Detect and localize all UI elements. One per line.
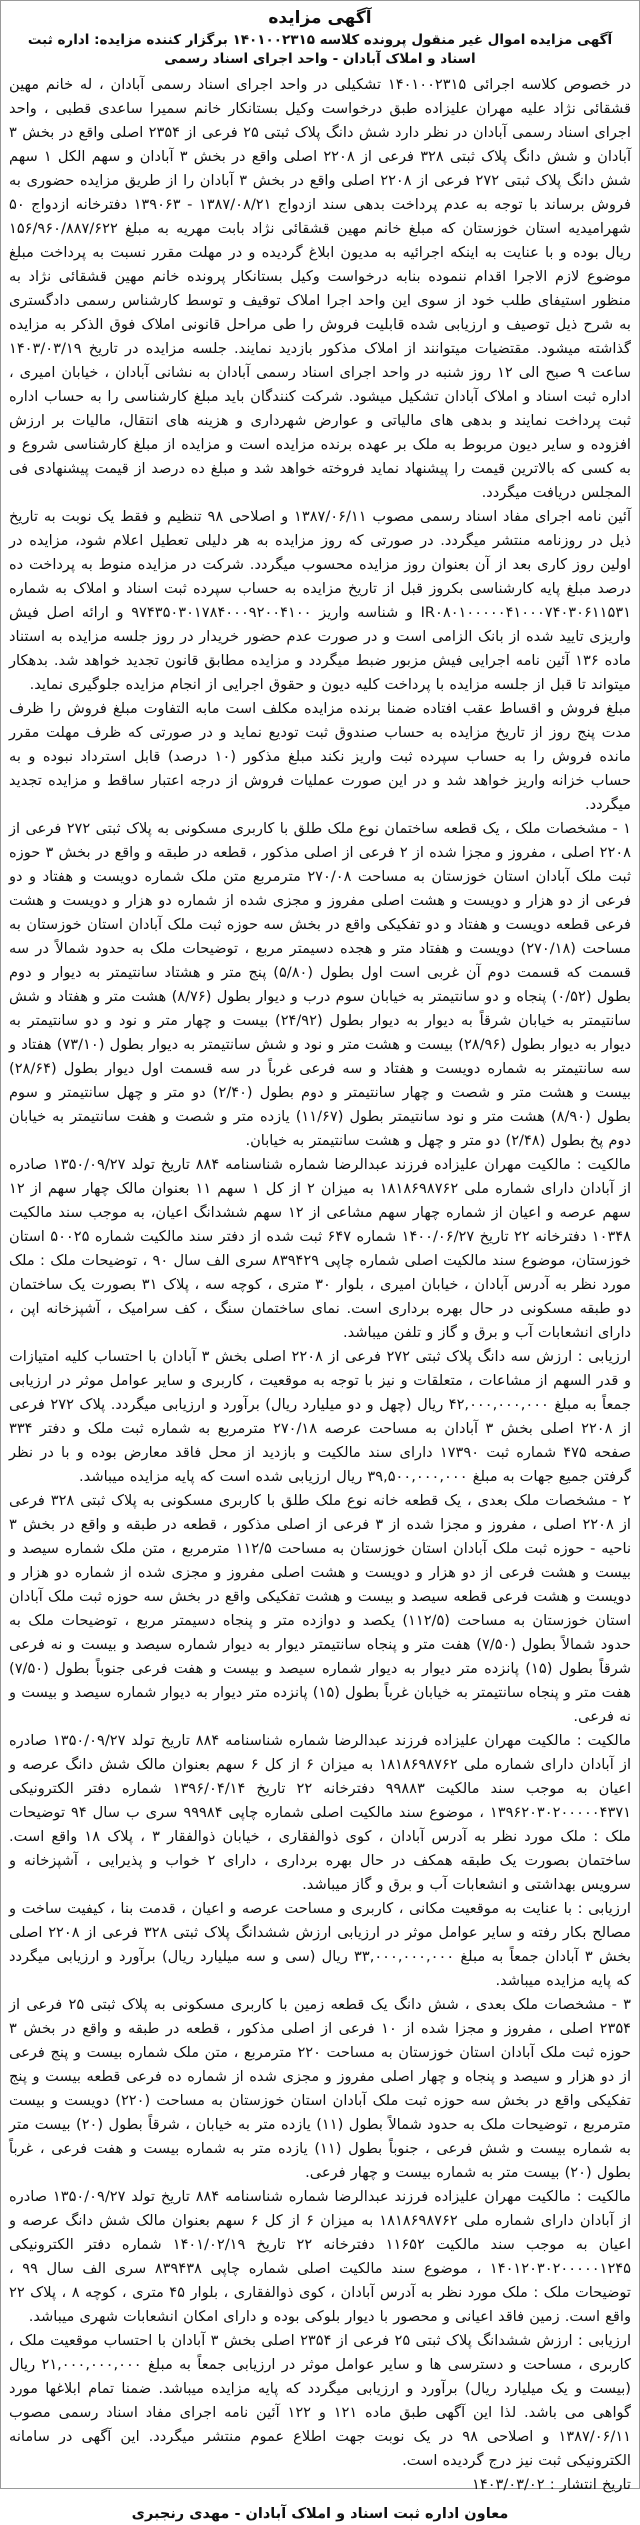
paragraph-property-1-description: ۱ - مشخصات ملک ، یک قطعه ساختمان نوع ملک طلق با کاربری مسکونی به پلاک ثبتی ۲۷۲ فرعی از ۲۲۰۸ اصلی ، مفروز و مجزا شده از ۲ فرعی از اصلی مذکور ، قطعه در طبقه و واقع در بخش ۳ حوزه ثبت ملک آبادان استان خوزستان به مساحت ۲۷۰/۰۸ مترمربع متن ملک شماره دویست و هفتاد و دو فرعی از دو هزار و دویست و هشت اصلی مفروز و مجزی شده از شماره دو هزار و دویست و هشت فرعی قطعه دویست و هفتاد و دو تفکیکی واقع در بخش سه حوزه ثبت ملک آبادان استان خوزستان به مساحت (۲۷۰/۱۸) دویست و هفتاد متر و هجده دسیمتر مربع ، توضیحات ملک به حدود شمالاً در سه قسمت که قسمت دوم آن غربی است اول بطول (۵/۸۰) پنج متر و هشتاد سانتیمتر به دیوار و دوم بطول (۰/۵۲) پنجاه و دو سانتیمتر به خیابان سوم درب و دیوار بطول (۸/۷۶) هشت متر و هفتاد و شش سانتیمتر به خیابان شرقاً به دیوار به دیوار بطول (۲۴/۹۲) بیست و چهار متر و نود و دو سانتیمتر به دیوار به دیوار بطول (۲۸/۹۶) بیست و هشت متر و نود و شش سانتیمتر به دیوار بطول (۷۳/۱۰) هفتاد و سه سانتیمتر به شماره دویست و هفتاد و سه فرعی غرباً در سه قسمت اول دیوار بطول (۲۸/۶۴) بیست و هشت متر و شصت و چهار سانتیمتر و دوم بطول (۲/۴۰) دو متر و چهل سانتیمتر و سوم بطول (۸/۹۰) هشت متر و نود سانتیمتر بطول (۱۱/۶۷) یازده متر و شصت و هفت سانتیمتر به خیابان دوم پخ بطول (۲/۴۸) دو متر و چهل و هشت سانتیمتر به خیابان. — [9, 820, 632, 1149]
paragraph-case-intro: در خصوص کلاسه اجرائی ۱۴۰۱۰۰۲۳۱۵ تشکیلی در واحد اجرای اسناد رسمی آبادان ، له خانم مهین قشقائی نژاد علیه مهران علیزاده طبق درخواست وکیل بستانکار خانم سمیرا ساعدی قطبی ، واحد اجرای اسناد رسمی آبادان در نظر دارد شش دانگ پلاک ثبتی ۲۵ فرعی از ۲۳۵۴ اصلی واقع در بخش ۳ آبادان و شش دانگ پلاک ثبتی ۳۲۸ فرعی از ۲۲۰۸ اصلی واقع در بخش ۳ آبادان و سهم الکل ۱ سهم شش دانگ پلاک ثبتی ۲۷۲ فرعی از ۲۲۰۸ اصلی واقع در بخش ۳ آبادان را از طریق مزایده حضوری به فروش برساند با توجه به عدم پرداخت بدهی سند ازدواج ۱۳۸۷/۰۸/۲۱ - ۱۳۹۰۶۳ دفترخانه ازدواج ۵۰ شهرامیدیه استان خوزستان که مبلغ خانم مهین قشقائی نژاد بابت مهریه به مبلغ ۱۵۶/۹۶۰/۸۸۷/۶۲۲ ریال بوده و با عنایت به اینکه اجرائیه به مدیون ابلاغ گردیده و در مهلت مقرر نسبت به پرداخت مبلغ موضوع لازم الاجرا اقدام ننموده بنابه درخواست وکیل بستانکار پرونده خانم مهین قشقائی نژاد به منظور استیفای طلب خود از سوی این واحد اجرا املاک توقیف و توسط کارشناس رسمی دادگستری به شرح ذیل توصیف و ارزیابی شده قابلیت فروش را طی مراحل قانونی املاک فوق الذکر به مزایده گذاشته میشود. مقتضیات میتوانند از املاک مذکور بازدید نمایند. جلسه مزایده در تاریخ ۱۴۰۳/۰۳/۱۹ ساعت ۹ صبح الی ۱۲ روز شنبه در واحد اجرای اسناد رسمی آبادان به نشانی آبادان ، خیابان امیری ، اداره ثبت اسناد و املاک آبادان تشکیل میشود. شرکت کنندگان باید مبلغ کارشناسی را به حساب اداره ثبت پرداخت نمایند و بدهی های مالیاتی و عوارض شهرداری و هزینه های انتقال، مالیات بر ارزش افزوده و سایر دیون مربوط به ملک بر عهده برنده مزایده است و مزایده از مبلغ کارشناسی شروع و به کسی که بالاترین قیمت را پیشنهاد نماید فروخته خواهد شد و مبلغ ده درصد از قیمت پیشنهادی فی المجلس دریافت میگردد. — [9, 76, 632, 501]
notice-body — [9, 73, 631, 2497]
paragraph-publication-date: تاریخ انتشار : ۱۴۰۳/۰۳/۰۲ — [472, 2476, 631, 2493]
paragraph-property-2-ownership: مالکیت : مالکیت مهران علیزاده فرزند عبدالرضا شماره شناسنامه ۸۸۴ تاریخ تولد ۱۳۵۰/۰۹/۲۷ صادره از آبادان دارای شماره ملی ۱۸۱۸۶۹۸۷۶۲ به میزان ۶ از کل ۶ سهم بعنوان مالک شش دانگ عرصه و اعیان به موجب سند مالکیت ۹۹۸۸۳ دفترخانه ۲۲ تاریخ ۱۳۹۶/۰۴/۱۴ شماره دفتر الکترونیکی ۱۳۹۶۲۰۳۰۲۰۰۰۰۰۴۳۷۱ ، موضوع سند مالکیت اصلی شماره چاپی ۹۹۹۸۴ سری ب سال ۹۴ توضیحات ملک : ملک مورد نظر به آدرس آبادان ، کوی ذوالفقاری ، خیابان ذوالفقار ۳ ، پلاک ۱۸ واقع است. ساختمان بصورت یک طبقه همکف در حال بهره برداری ، دارای ۲ خواب و پذیرایی ، آشپزخانه و سرویس بهداشتی و انشعابات آب و برق و گاز میباشد. — [9, 1732, 631, 1893]
notice-header — [9, 7, 631, 69]
paragraph-property-2-valuation: ارزیابی : با عنایت به موقعیت مکانی ، کاربری و مساحت عرصه و اعیان ، قدمت بنا ، کیفیت ساخت و مصالح بکار رفته و سایر عوامل موثر در ارزیابی ارزش ششدانگ پلاک ثبتی ۳۲۸ فرعی از ۲۲۰۸ اصلی بخش ۳ آبادان جمعاً به مبلغ ۳۳,۰۰۰,۰۰۰,۰۰۰ ریال (سی و سه میلیارد ریال) برآورد و ارزیابی میگردد که پایه مزایده میباشد. — [9, 1900, 631, 1989]
signature-line: معاون اداره ثبت اسناد و املاک آبادان - مهدی رنجبری — [131, 2506, 509, 2522]
paragraph-payment-terms: مبلغ فروش و اقساط عقب افتاده ضمنا برنده مزایده مکلف است مابه التفاوت مبلغ فروش را ظرف مدت پنج روز از تاریخ مزایده به حساب صندوق ثبت تودیع نماید و در صورتی که ظرف مهلت مقرر مانده فروش را به حساب سپرده ثبت واریز نکند مبلغ مذکور (۱۰ درصد) قابل استرداد نبوده و به حساب خزانه واریز خواهد شد و در این صورت عملیات فروش از درجه اعتبار ساقط و مزایده تجدید میگردد. — [9, 700, 631, 813]
notice-title: آگهی مزایده — [268, 8, 372, 28]
paragraph-property-1-valuation: ارزیابی : ارزش سه دانگ پلاک ثبتی ۲۷۲ فرعی از ۲۲۰۸ اصلی بخش ۳ آبادان با احتساب کلیه امتیازات و قدر السهم از مشاعات ، متعلقات و نیز با توجه به موقعیت ، کاربری و سایر عوامل موثر در ارزیابی جمعاً به مبلغ ۴۲,۰۰۰,۰۰۰,۰۰۰ ریال (چهل و دو میلیارد ریال) برآورد و ارزیابی میگردد. پلاک ۲۷۲ فرعی از ۲۲۰۸ اصلی بخش ۳ آبادان به مساحت عرصه ۲۷۰/۱۸ مترمربع به شماره ثبت ملک و دفتر ۳۳۴ صفحه ۴۷۵ شماره ثبت ۱۷۳۹۰ دارای سند مالکیت و بازدید از محل فاقد معارض بوده و با در نظر گرفتن جمیع جهات به مبلغ ۳۹,۵۰۰,۰۰۰,۰۰۰ ریال ارزیابی شده است که پایه مزایده میباشد. — [9, 1348, 632, 1485]
paragraph-property-3-description: ۳ - مشخصات ملک بعدی ، شش دانگ یک قطعه زمین با کاربری مسکونی به پلاک ثبتی ۲۵ فرعی از ۲۳۵۴ اصلی ، مفروز و مجزا شده از ۱۰ فرعی از اصلی مذکور ، قطعه در طبقه و واقع در بخش ۳ حوزه ثبت ملک آبادان استان خوزستان به مساحت ۲۲۰ مترمربع ، متن ملک شماره بیست و پنج فرعی از دو هزار و سیصد و پنجاه و چهار اصلی مفروز و مجزی شده از شماره ده فرعی قطعه بیست و پنج تفکیکی واقع در بخش سه حوزه ثبت ملک آبادان استان خوزستان به مساحت (۲۲۰) دویست و بیست مترمربع ، توضیحات ملک به حدود شمالاً بطول (۱۱) یازده متر به خیابان ، شرقاً بطول (۲۰) بیست متر به شماره بیست و شش فرعی ، جنوباً بطول (۱۱) یازده متر به شماره بیست و هفت فرعی ، غرباً بطول (۲۰) بیست متر به شماره بیست و چهار فرعی. — [9, 1996, 632, 2181]
paragraph-property-3-ownership: مالکیت : مالکیت مهران علیزاده فرزند عبدالرضا شماره شناسنامه ۸۸۴ تاریخ تولد ۱۳۵۰/۰۹/۲۷ صادره از آبادان دارای شماره ملی ۱۸۱۸۶۹۸۷۶۲ به میزان ۶ از کل ۶ سهم بعنوان مالک شش دانگ عرصه و اعیان به موجب سند مالکیت ۱۱۶۵۲ دفترخانه ۲۲ تاریخ ۱۴۰۱/۰۲/۱۹ شماره دفتر الکترونیکی ۱۴۰۱۲۰۳۰۲۰۰۰۰۰۱۲۴۵ ، موضوع سند مالکیت اصلی شماره چاپی ۸۳۹۴۳۸ سری الف سال ۹۹ ، توضیحات ملک : ملک مورد نظر به آدرس آبادان ، کوی ذوالفقاری ، بلوار ۴۵ متری ، کوچه ۸ ، پلاک ۲۲ واقع است. زمین فاقد اعیانی و محصور با دیوار بلوکی بوده و دارای امکان انشعابات شهری میباشد. — [9, 2188, 631, 2325]
paragraph-property-3-valuation: ارزیابی : ارزش ششدانگ پلاک ثبتی ۲۵ فرعی از ۲۳۵۴ اصلی بخش ۳ آبادان با احتساب موقعیت ملک ، کاربری ، مساحت و دسترسی ها و سایر عوامل موثر در ارزیابی جمعاً به مبلغ ۲۱,۰۰۰,۰۰۰,۰۰۰ ریال (بیست و یک میلیارد ریال) برآورد و ارزیابی میگردد که پایه مزایده میباشد. ضمنا تمام ابلاغها مورد گواهی می باشد. لذا این آگهی طبق ماده ۱۲۱ و ۱۲۲ آئین نامه اجرای مفاد اسناد رسمی مصوب ۱۳۸۷/۰۶/۱۱ و اصلاحی ۹۸ در یک نوبت جهت اطلاع عموم منتشر میگردد. این آگهی در سامانه الکترونیکی ثبت نیز درج گردیده است. — [9, 2332, 632, 2469]
notice-subtitle: آگهی مزایده اموال غیر منقول پرونده کلاسه ۱۴۰۱۰۰۲۳۱۵ برگزار کننده مزایده: اداره ثبت اسناد و املاک آبادان - واحد اجرای اسناد رسمی — [27, 32, 613, 67]
paragraph-property-2-description: ۲ - مشخصات ملک بعدی ، یک قطعه خانه نوع ملک طلق با کاربری مسکونی به پلاک ثبتی ۳۲۸ فرعی از ۲۲۰۸ اصلی ، مفروز و مجزا شده از ۳ فرعی از اصلی مذکور ، قطعه در طبقه و واقع در بخش ۳ ناحیه - حوزه ثبت ملک آبادان استان خوزستان به مساحت ۱۱۲/۵ مترمربع ، متن ملک شماره سیصد و بیست و هشت فرعی از دو هزار و دویست و هشت اصلی مفروز و مجزی شده از شماره دو هزار و دویست و هشت فرعی قطعه سیصد و بیست و هشت تفکیکی واقع در بخش سه حوزه ثبت ملک آبادان استان خوزستان به مساحت (۱۱۲/۵) یکصد و دوازده متر و پنجاه دسیمتر مربع ، توضیحات ملک به حدود شمالاً بطول (۷/۵۰) هفت متر و پنجاه سانتیمتر دیوار به دیوار شماره سیصد و بیست و نه فرعی شرقاً بطول (۱۵) پانزده متر دیوار به دیوار شماره سیصد و بیست و هفت فرعی جنوباً بطول (۷/۵۰) هفت متر و پنجاه سانتیمتر به خیابان غرباً بطول (۱۵) پانزده متر دیوار به دیوار شماره سیصد و بیست و نه فرعی. — [9, 1492, 632, 1725]
paragraph-auction-rules: آئین نامه اجرای مفاد اسناد رسمی مصوب ۱۳۸۷/۰۶/۱۱ و اصلاحی ۹۸ تنظیم و فقط یک نوبت به تاریخ ذیل در روزنامه منتشر میگردد. در صورتی که روز مزایده به هر دلیلی تعطیل اعلام شود، مزایده در اولین روز کاری بعد از آن بعنوان روز مزایده محسوب میگردد. شرکت در مزایده منوط به پرداخت ده درصد مبلغ پایه کارشناسی بکروز قبل از تاریخ مزایده به حساب سپرده ثبت اسناد و املاک به شماره IR۰۸۰۱۰۰۰۰۰۴۱۰۰۰۷۴۰۳۰۶۱۱۵۳۱ و شناسه واریز ۹۷۴۳۵۰۳۰۱۷۸۴۰۰۰۹۲۰۰۴۱۰۰ و ارائه اصل فیش واریزی تایید شده از بانک الزامی است و در صورت عدم حضور خریدار در روز جلسه مزایده به استناد ماده ۱۳۶ آئین نامه اجرایی فیش مزبور ضبط میگردد و مزایده مطابق قانون تجدید خواهد شد. بدهکار میتواند تا قبل از جلسه مزایده با پرداخت کلیه دیون و حقوق اجرایی از انجام مزایده جلوگیری نماید. — [9, 508, 631, 693]
paragraph-property-1-ownership: مالکیت : مالکیت مهران علیزاده فرزند عبدالرضا شماره شناسنامه ۸۸۴ تاریخ تولد ۱۳۵۰/۰۹/۲۷ صادره از آبادان دارای شماره ملی ۱۸۱۸۶۹۸۷۶۲ به میزان ۲ از کل ۱ سهم ۱۱ بعنوان مالک چهار سهم از ۱۲ سهم عرصه و اعیان از شماره چهار سهم مشاعی از ۱۲ سهم ششدانگ اعیان، به موجب سند مالکیت ۱۰۳۴۸ دفترخانه ۲۲ تاریخ ۱۴۰۰/۰۶/۲۷ شماره ۶۴۷ ثبت شده از دفتر سند مالکیت شماره ۵۰۰۲۵ استان خوزستان، موضوع سند مالکیت اصلی شماره چاپی ۸۳۹۴۲۹ سری الف سال ۹۰ ، توضیحات ملک : ملک مورد نظر به آدرس آبادان ، خیابان امیری ، بلوار ۳۰ متری ، کوچه سه ، پلاک ۳۱ بصورت یک ساختمان دو طبقه مسکونی در حال بهره برداری است. نمای ساختمان سنگ ، کف سرامیک ، آشپزخانه اپن ، دارای انشعابات آب و برق و گاز و تلفن میباشد. — [9, 1156, 632, 1341]
